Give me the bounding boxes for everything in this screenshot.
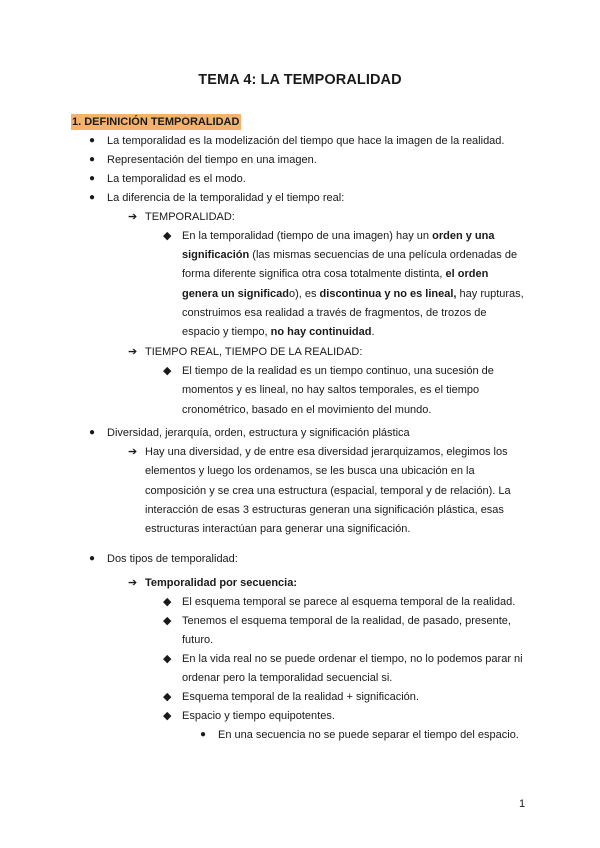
paragraph-line: estructuras interactúan para generar una significación. (145, 523, 411, 535)
arrow-text: TEMPORALIDAD: (145, 211, 235, 223)
bullet-text: La temporalidad es la modelización del tiempo que hace la imagen de la realidad. (107, 135, 505, 147)
paragraph-line: genera un significado), es discontinua y no es lineal, hay rupturas, (182, 288, 524, 300)
diamond-bullet-icon: ◆ (163, 596, 172, 608)
paragraph-line: momentos y es lineal, no hay saltos temporales, es el tiempo (182, 384, 480, 396)
paragraph-line: Hay una diversidad, y de entre esa diversidad jerarquizamos, elegimos los (145, 446, 508, 458)
paragraph-line: interacción de esas 3 estructuras generan una significación plástica, esas (145, 504, 504, 516)
paragraph-line: composición y se crea una estructura (espacial, temporal y de relación). La (145, 485, 511, 497)
arrow-icon: ➔ (128, 446, 138, 458)
diamond-bullet-icon: ◆ (163, 653, 172, 665)
bullet-text: La temporalidad es el modo. (107, 173, 246, 185)
diamond-bullet-icon: ◆ (163, 365, 172, 377)
paragraph-line: Tenemos el esquema temporal de la realidad, de pasado, presente, (182, 615, 511, 627)
bullet-dot: ● (89, 154, 96, 165)
bullet-text: La diferencia de la temporalidad y el tiempo real: (107, 192, 345, 204)
document-title: TEMA 4: LA TEMPORALIDAD (198, 72, 402, 88)
bullet-dot: ● (89, 427, 96, 438)
diamond-bullet-icon: ◆ (163, 230, 172, 242)
bullet-text: Dos tipos de temporalidad: (107, 553, 238, 565)
paragraph-line: Espacio y tiempo equipotentes. (182, 710, 335, 722)
arrow-icon: ➔ (128, 346, 138, 358)
arrow-text: Temporalidad por secuencia: (145, 577, 298, 589)
paragraph-line: El tiempo de la realidad es un tiempo continuo, una sucesión de (182, 365, 494, 377)
paragraph-line: En una secuencia no se puede separar el tiempo del espacio. (218, 729, 519, 741)
paragraph-line: En la vida real no se puede ordenar el tiempo, no lo podemos parar ni (182, 653, 523, 665)
bullet-text: Representación del tiempo en una imagen. (107, 154, 317, 166)
paragraph-line: Esquema temporal de la realidad + significación. (182, 691, 419, 703)
paragraph-line: cronométrico, basado en el movimiento del mundo. (182, 404, 432, 416)
diamond-bullet-icon: ◆ (163, 710, 172, 722)
bullet-text: Diversidad, jerarquía, orden, estructura y significación plástica (107, 427, 410, 439)
paragraph-line: futuro. (182, 634, 214, 646)
paragraph-line: En la temporalidad (tiempo de una imagen) hay un orden y una (182, 230, 495, 242)
bullet-dot: ● (89, 135, 96, 146)
paragraph-line: elementos y luego los ordenamos, se les busca una ubicación en la (145, 465, 475, 477)
bullet-dot: ● (89, 192, 96, 203)
paragraph-line: forma diferente significa otra cosa totalmente distinta, el orden (182, 268, 489, 280)
arrow-icon: ➔ (128, 577, 138, 589)
paragraph-line: significación (las mismas secuencias de una película ordenadas de (182, 249, 518, 261)
paragraph-line: El esquema temporal se parece al esquema temporal de la realidad. (182, 596, 516, 608)
arrow-icon: ➔ (128, 211, 138, 223)
paragraph-line: construimos esa realidad a través de fragmentos, de trozos de (182, 307, 487, 319)
page-number: 1 (519, 798, 526, 810)
diamond-bullet-icon: ◆ (163, 615, 172, 627)
diamond-bullet-icon: ◆ (163, 691, 172, 703)
paragraph-line: ordenar pero la temporalidad secuencial si. (182, 672, 393, 684)
bullet-dot: ● (89, 173, 96, 184)
bullet-dot: ● (200, 729, 207, 740)
section-heading: 1. DEFINICIÓN TEMPORALIDAD (72, 116, 240, 128)
arrow-text: TIEMPO REAL, TIEMPO DE LA REALIDAD: (145, 346, 363, 358)
paragraph-line: espacio y tiempo, no hay continuidad. (182, 326, 375, 338)
bullet-dot: ● (89, 553, 96, 564)
